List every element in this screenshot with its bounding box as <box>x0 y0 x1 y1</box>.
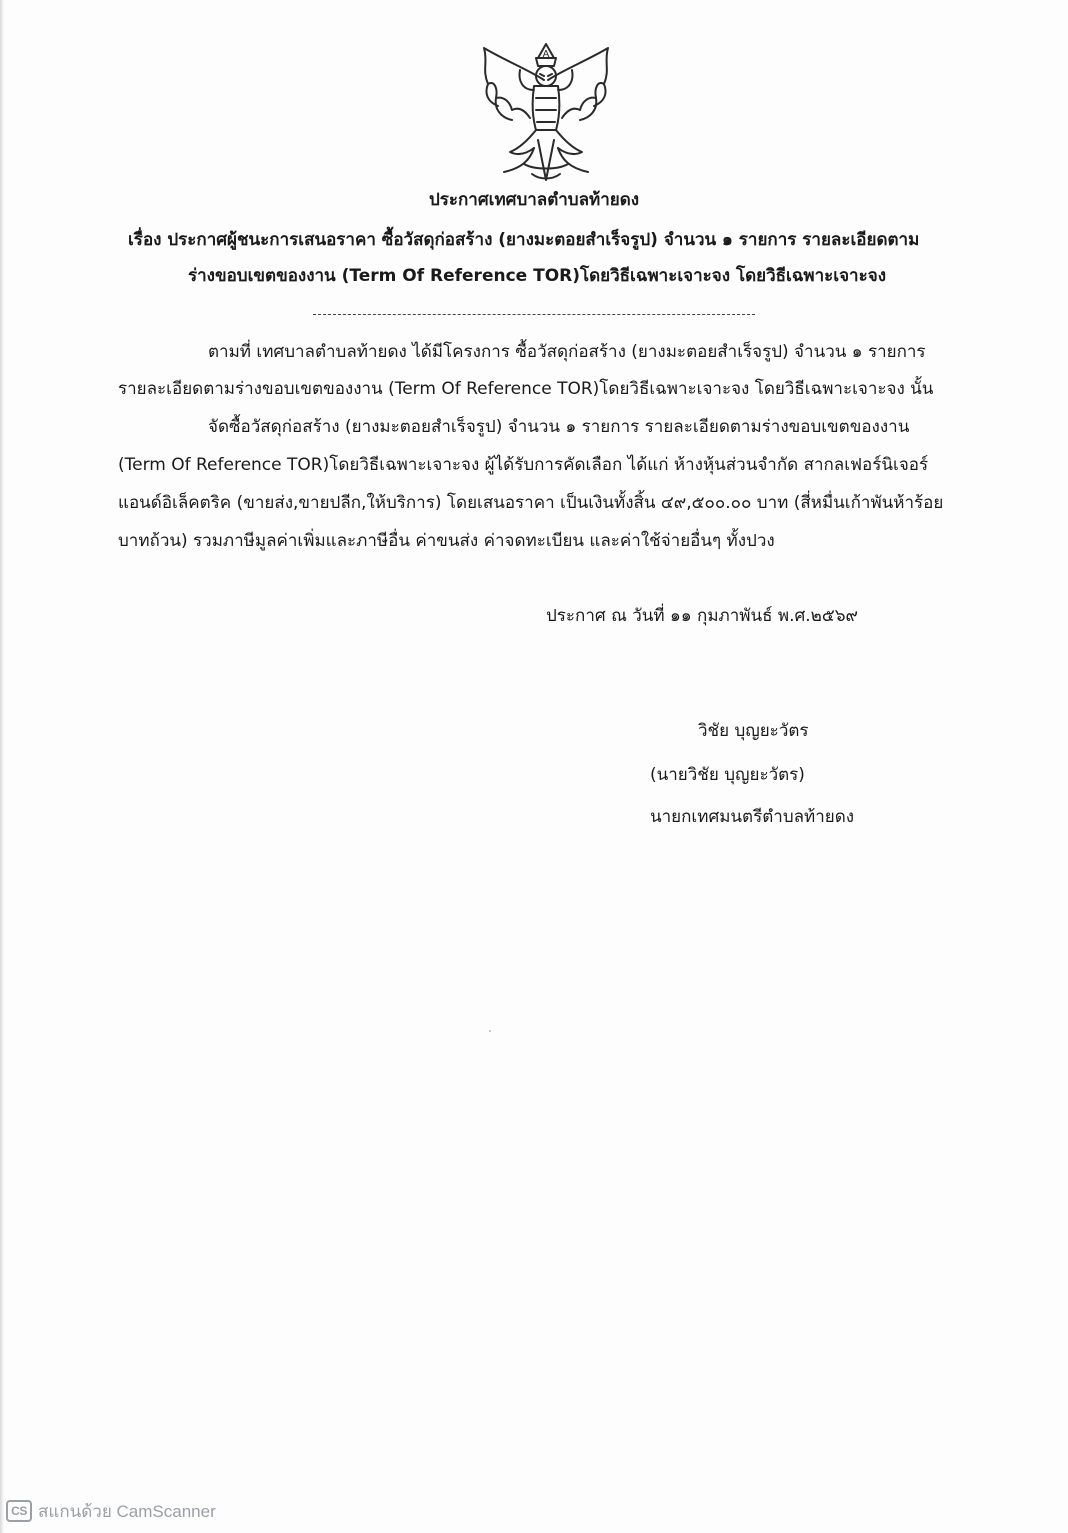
subject-line-2: ร่างขอบเขตของงาน (Term Of Reference TOR)โดยวิธีเฉพาะเจาะจง โดยวิธีเฉพาะเจาะจง <box>188 266 886 286</box>
body-line-2: รายละเอียดตามร่างขอบเขตของงาน (Term Of Reference TOR)โดยวิธีเฉพาะเจาะจง โดยวิธีเฉพาะเจาะจง นั้น <box>118 379 934 399</box>
announce-date: ประกาศ ณ วันที่ ๑๑ กุมภาพันธ์ พ.ศ.๒๕๖๙ <box>546 606 859 626</box>
signature-name: วิชัย บุญยะวัตร <box>698 721 809 741</box>
subject-line-1: เรื่อง ประกาศผู้ชนะการเสนอราคา ซื้อวัสดุก่อสร้าง (ยางมะตอยสำเร็จรูป) จำนวน ๑ รายการ รายละเอียดตาม <box>128 230 920 250</box>
watermark-text: สแกนด้วย CamScanner <box>38 1501 216 1521</box>
document-heading: ประกาศเทศบาลตำบลท้ายดง <box>428 190 640 210</box>
section-divider <box>313 314 755 315</box>
scan-edge <box>0 0 4 1533</box>
svg-text:A: A <box>542 49 550 60</box>
scan-speck <box>489 1030 491 1032</box>
body-line-3: จัดซื้อวัสดุก่อสร้าง (ยางมะตอยสำเร็จรูป) จำนวน ๑ รายการ รายละเอียดตามร่างขอบเขตของงาน <box>208 417 910 437</box>
body-line-6: บาทถ้วน) รวมภาษีมูลค่าเพิ่มและภาษีอื่น ค่าขนส่ง ค่าจดทะเบียน และค่าใช้จ่ายอื่นๆ ทั้งปวง <box>118 531 775 551</box>
garuda-emblem-icon <box>474 40 618 186</box>
body-line-5: แอนด์อิเล็คตริค (ขายส่ง,ขายปลีก,ให้บริการ) โดยเสนอราคา เป็นเงินทั้งสิ้น ๔๙,๕๐๐.๐๐ บาท (สี่หมื่นเก้าพันห้าร้อย <box>118 493 944 513</box>
body-line-1: ตามที่ เทศบาลตำบลท้ายดง ได้มีโครงการ ซื้อวัสดุก่อสร้าง (ยางมะตอยสำเร็จรูป) จำนวน ๑ รายการ <box>208 342 926 362</box>
body-line-4: (Term Of Reference TOR)โดยวิธีเฉพาะเจาะจง ผู้ได้รับการคัดเลือก ได้แก่ ห้างหุ้นส่วนจำกัด สากลเฟอร์นิเจอร์ <box>118 455 929 475</box>
camscanner-logo-icon: CS <box>6 1500 32 1522</box>
camscanner-watermark <box>6 1498 216 1524</box>
signatory-position: นายกเทศมนตรีตำบลท้ายดง <box>650 807 855 827</box>
signatory-full-name: (นายวิชัย บุญยะวัตร) <box>650 765 805 785</box>
